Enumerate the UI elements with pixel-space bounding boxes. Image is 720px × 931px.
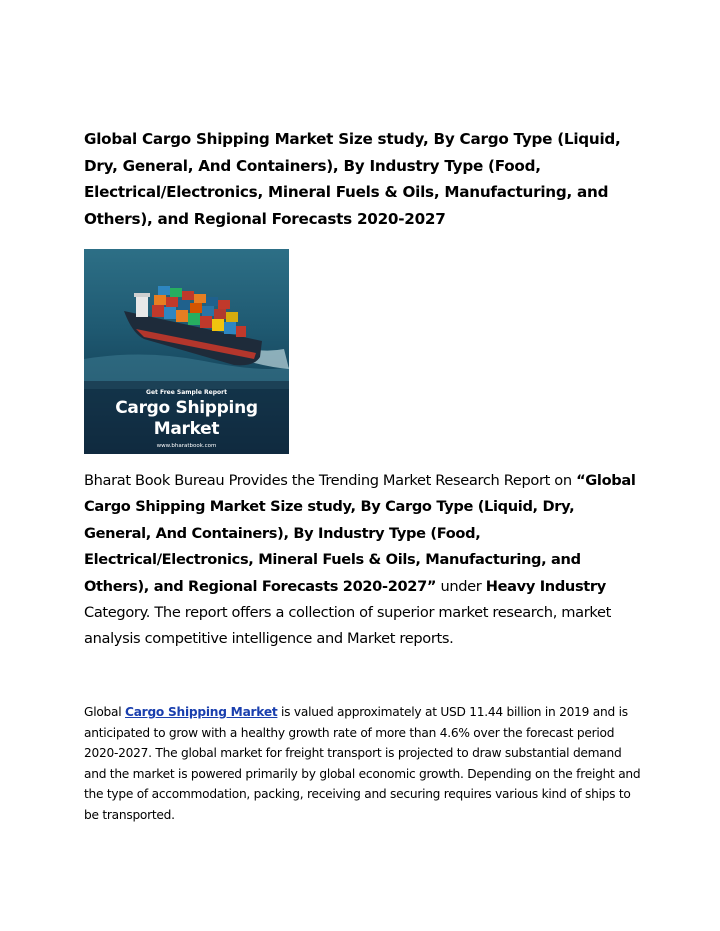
report-name: “Global Cargo Shipping Market Size study, By Cargo Type (Liquid, Dry, General, And Containers), By Industry Type (Food, Electrical/Electronics, Mineral Fuels & Oils, Manufacturing, and Others), and Regional Forecasts 2020-2027” bbox=[84, 472, 636, 595]
intro-paragraph bbox=[84, 468, 644, 653]
cover-title-line-2: Market bbox=[153, 419, 220, 439]
cover-sample-text: Get Free Sample Report bbox=[146, 389, 227, 396]
market-summary-paragraph bbox=[84, 702, 644, 826]
intro-under: under bbox=[440, 577, 482, 595]
body-text: is valued approximately at USD 11.44 billion in 2019 and is anticipated to grow with a healthy growth rate of more than 4.6% over the forecast period 2020-2027. The global market for freight transport is projected to draw substantial demand and the market is powered primarily by global economic growth. Depending on the freight and the type of accommodation, packing, receiving and securing requires various kind of ships to be transported. bbox=[84, 705, 641, 822]
category-name: Heavy Industry bbox=[485, 577, 606, 595]
intro-tail: Category. The report offers a collection of superior market research, market analysis competitive intelligence and Market reports. bbox=[84, 604, 611, 648]
cargo-shipping-market-link[interactable]: Cargo Shipping Market bbox=[125, 705, 278, 719]
cover-title-line-1: Cargo Shipping bbox=[115, 398, 258, 418]
cover-site: www.bharatbook.com bbox=[156, 443, 217, 449]
report-cover-image bbox=[84, 249, 289, 454]
document-title: Global Cargo Shipping Market Size study, By Cargo Type (Liquid, Dry, General, And Containers), By Industry Type (Food, Electrical/Electronics, Mineral Fuels & Oils, Manufacturing, and Others), and Regional Forecasts 2020-2027 bbox=[84, 130, 621, 228]
body-prefix: Global bbox=[84, 705, 122, 719]
cover-title bbox=[84, 398, 289, 440]
intro-lead: Bharat Book Bureau Provides the Trending Market Research Report on bbox=[84, 472, 572, 489]
